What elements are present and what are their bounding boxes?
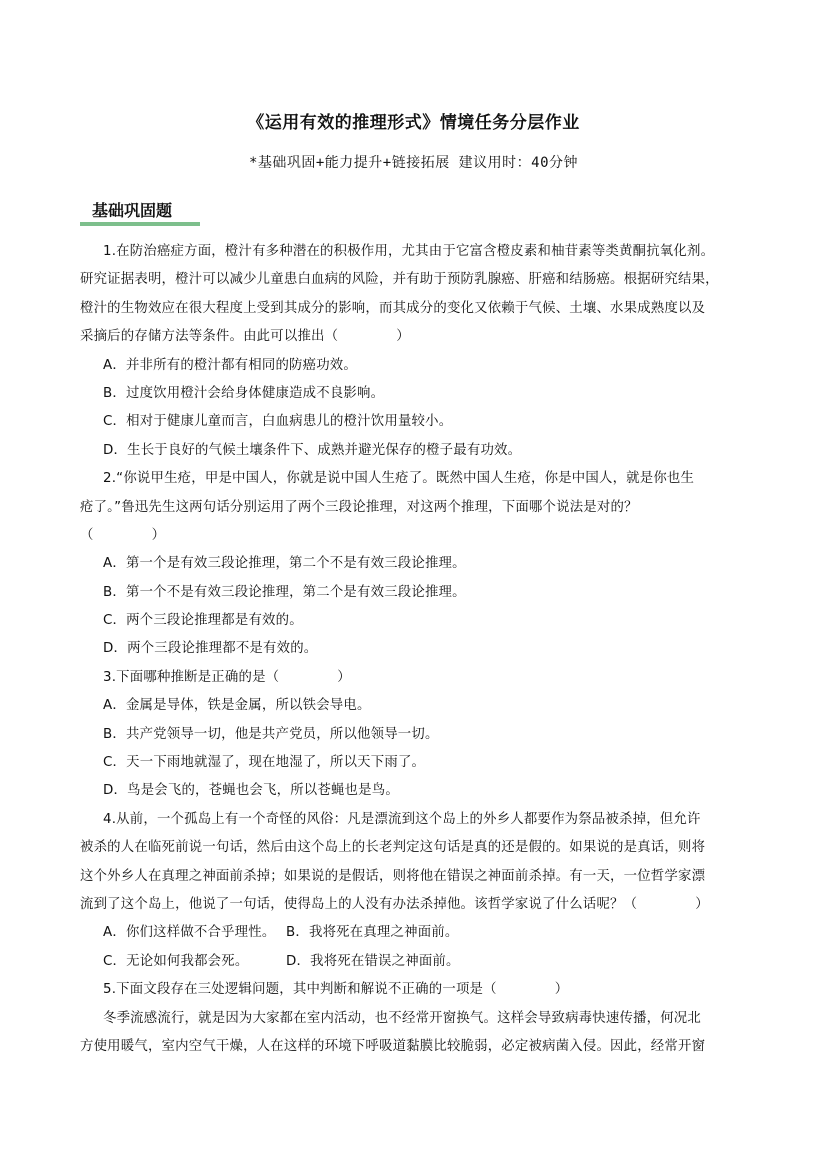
section-underline	[80, 222, 200, 226]
q4-paren-close: ）	[695, 896, 709, 912]
q5-stem-text: 5.下面文段存在三处逻辑问题，其中判断和解说不正确的一项是（	[103, 982, 497, 998]
q1-line: 研究证据表明，橙汁可以减少儿童患白血病的风险，并有助于预防乳腺癌、肝癌和结肠癌。根据研究结果，	[80, 272, 719, 288]
q1-option-b: B．过度饮用橙汁会给身体健康造成不良影响。	[103, 385, 385, 401]
q2-line: 疮了。”鲁迅先生这两句话分别运用了两个三段论推理，对这两个推理，下面哪个说法是对的？	[80, 499, 638, 515]
page-title: 《运用有效的推理形式》情境任务分层作业	[247, 113, 580, 133]
q3-option-d: D．鸟是会飞的，苍蝇也会飞，所以苍蝇也是鸟。	[103, 783, 399, 799]
q4-line: 这个外乡人在真理之神面前杀掉；如果说的是假话，则将他在错误之神面前杀掉。有一天，一位哲学家漂	[80, 868, 706, 884]
q3-option-c: C．天一下雨地就湿了，现在地湿了，所以天下雨了。	[103, 755, 426, 771]
q4-option-row	[80, 948, 756, 976]
q1-line: 1.在防治癌症方面，橙汁有多种潜在的积极作用，尤其由于它富含橙皮素和柚苷素等类黄酮抗氧化剂。	[103, 244, 715, 259]
q4-line	[80, 891, 756, 919]
q2-option-b: B．第一个不是有效三段论推理，第二个是有效三段论推理。	[103, 584, 466, 600]
q3-stem-text: 3.下面哪种推断是正确的是（	[103, 669, 280, 685]
q3-stem	[80, 664, 756, 692]
q1-line	[80, 323, 756, 351]
q2-paren-close: ）	[151, 527, 166, 543]
q2-option-c: C．两个三段论推理都是有效的。	[103, 613, 303, 629]
q5-paren-close: ）	[554, 982, 569, 998]
q2-line	[80, 522, 756, 550]
q1-line: 橙汁的生物效应在很大程度上受到其成分的影响，而其成分的变化又依赖于气候、土壤、水果成熟度以及	[80, 300, 706, 316]
q5-passage-line: 冬季流感流行，就是因为大家都在室内活动，也不经常开窗换气。这样会导致病毒快速传播，何况北	[103, 1010, 701, 1026]
q3-paren-close: ）	[337, 669, 351, 685]
q4-option-row	[80, 919, 756, 947]
q2-option-a: A．第一个是有效三段论推理，第二个不是有效三段论推理。	[103, 556, 466, 572]
q4-line: 4.从前，一个孤岛上有一个奇怪的风俗：凡是漂流到这个岛上的外乡人都要作为祭品被杀掉，但允许	[103, 811, 701, 827]
q4-stem-end: 流到了这个岛上，他说了一句话，使得岛上的人没有办法杀掉他。该哲学家说了什么话呢？（	[80, 896, 638, 912]
q2-line: 2.“你说甲生疮，甲是中国人，你就是说中国人生疮了。既然中国人生疮，你是中国人，就是你也生	[103, 471, 695, 487]
q2-option-d: D．两个三段论推理都不是有效的。	[103, 641, 318, 657]
q5-passage-line: 方使用暖气，室内空气干燥，人在这样的环境下呼吸道黏膜比较脆弱，必定被病菌入侵。因此，经常开窗	[80, 1038, 706, 1054]
q5-stem	[80, 976, 756, 1004]
question-body	[80, 238, 756, 1061]
q1-stem-end: 采摘后的存储方法等条件。由此可以推出（	[80, 329, 339, 345]
q4-option-d: D．我将死在错误之神面前。	[286, 953, 460, 969]
q4-option-c: C．无论如何我都会死。	[103, 953, 249, 969]
section-heading: 基础巩固题	[92, 201, 173, 220]
q3-option-a: A．金属是导体，铁是金属，所以铁会导电。	[103, 698, 371, 714]
page-subtitle: *基础巩固+能力提升+链接拓展 建议用时：40分钟	[248, 155, 579, 171]
q3-option-b: B．共产党领导一切，他是共产党员，所以他领导一切。	[103, 726, 439, 742]
q1-option-a: A．并非所有的橙汁都有相同的防癌功效。	[103, 357, 357, 373]
q1-option-d: D．生长于良好的气候土壤条件下、成熟并避光保存的橙子最有功效。	[103, 442, 522, 458]
q1-paren-close: ）	[396, 329, 410, 345]
q1-option-c: C．相对于健康儿童而言，白血病患儿的橙汁饮用量较小。	[103, 414, 453, 430]
q2-paren-open: （	[80, 527, 94, 543]
q4-option-a: A．你们这样做不合乎理性。	[103, 925, 276, 941]
q4-line: 被杀的人在临死前说一句话，然后由这个岛上的长老判定这句话是真的还是假的。如果说的是真话，则将	[80, 840, 706, 856]
q4-option-b: B．我将死在真理之神面前。	[286, 925, 459, 941]
